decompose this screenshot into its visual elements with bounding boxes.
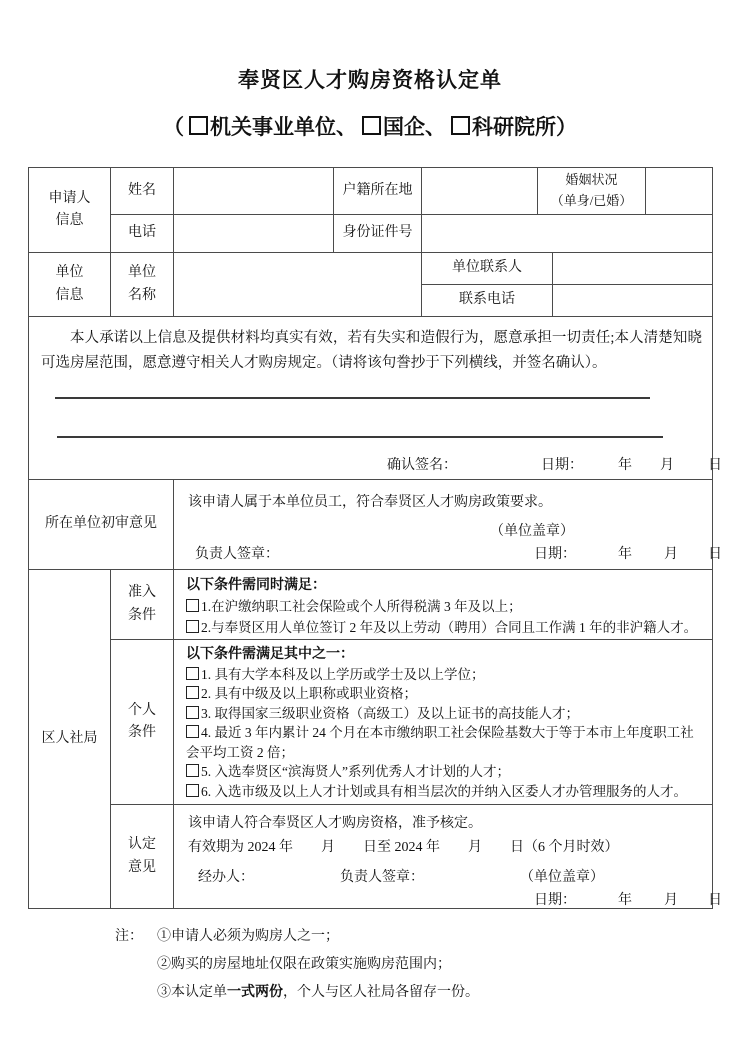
admission-conditions-label: 准入 条件 [111,570,174,640]
date-label: 日期： [534,547,576,562]
marital-status-label: 婚姻状况 （单身/已婚） [538,168,646,215]
year-label: 年 [618,547,632,562]
unit-contact-input-cell[interactable] [553,253,713,285]
applicant-info-section-label: 申请人 信息 [29,168,111,253]
personal-item: 4. 最近 3 年内累计 24 个月在本市缴纳职工社会保险基数大于等于本市上年度职工社会平均工资 2 倍； [186,725,694,760]
year-label: 年 [618,893,632,908]
unit-seal-label: （单位盖章） [490,524,574,539]
checkbox-icon[interactable] [186,686,199,699]
org-type-checkbox-state-enterprise-icon[interactable] [362,116,381,135]
year-label: 年 [618,458,632,473]
org-type-option: 机关事业单位 [210,115,336,139]
checkbox-icon[interactable] [186,784,199,797]
checkbox-icon[interactable] [186,764,199,777]
subtitle-separator: 、 [336,115,357,139]
unit-review-statement: 该申请人属于本单位员工，符合奉贤区人才购房政策要求。 [188,495,552,510]
month-label: 月 [660,458,674,473]
determination-content [174,805,722,909]
determination-label: 认定 意见 [111,805,174,909]
admission-item: 2.与奉贤区用人单位签订 2 年及以上劳动（聘用）合同且工作满 1 年的非沪籍人才。 [186,617,702,638]
unit-seal-label: （单位盖章） [520,870,604,885]
subtitle-open-paren: （ [163,115,184,139]
org-type-checkbox-research-icon[interactable] [451,116,470,135]
subtitle-close-paren: ） [556,115,577,139]
handwriting-line-2[interactable] [57,436,663,438]
month-label: 月 [664,547,678,562]
date-label: 日期： [534,893,576,908]
residence-label: 户籍所在地 [334,168,422,215]
unit-review-content [174,480,722,570]
org-type-option: 科研院所 [472,115,556,139]
commitment-section [29,317,722,480]
signer-label: 负责人签章： [340,870,424,885]
personal-item: 6. 入选市级及以上人才计划或具有相当层次的并纳入区委人才办管理服务的人才。 [186,782,702,802]
application-form [28,167,722,909]
unit-contact-label: 单位联系人 [422,253,553,285]
notes-prefix: 注： [115,929,143,944]
name-input-cell[interactable] [174,168,334,215]
phone-input-cell[interactable] [174,215,334,253]
day-label: 日 [708,893,722,908]
subtitle-separator: 、 [425,115,446,139]
checkbox-icon[interactable] [186,706,199,719]
determination-validity: 有效期为 2024 年 月 日至 2024 年 月 日（6 个月时效） [188,840,619,855]
unit-name-label: 单位 名称 [111,253,174,317]
day-label: 日 [708,547,722,562]
name-label: 姓名 [111,168,174,215]
determination-statement: 该申请人符合奉贤区人才购房资格，准予核定。 [188,816,482,831]
day-label: 日 [708,458,722,473]
id-number-input-cell[interactable] [422,215,713,253]
personal-item: 5. 入选奉贤区“滨海贤人”系列优秀人才计划的人才； [186,762,702,782]
admission-header: 以下条件需同时满足： [186,578,326,593]
date-label: 日期： [541,458,583,473]
handwriting-line-1[interactable] [55,397,650,399]
checkbox-icon[interactable] [186,725,199,738]
unit-review-label: 所在单位初审意见 [29,480,174,570]
personal-conditions-label: 个人 条件 [111,640,174,805]
residence-input-cell[interactable] [422,168,538,215]
commitment-text: 本人承诺以上信息及提供材料均真实有效，若有失实和造假行为，愿意承担一切责任;本人清楚知晓可选房屋范围，愿意遵守相关人才购房规定。（请将该句誊抄于下列横线，并签名确认）。 [41,330,702,371]
phone-label: 电话 [111,215,174,253]
note-item: 注： ①申请人必须为购房人之一； [115,923,740,951]
admission-conditions-content [174,570,713,640]
note-item: ③本认定单一式两份，个人与区人社局各留存一份。 [157,985,479,1000]
admission-item: 1.在沪缴纳职工社会保险或个人所得税满 3 年及以上； [186,596,702,617]
personal-item: 3. 取得国家三级职业资格（高级工）及以上证书的高技能人才； [186,704,702,724]
confirm-signature-label: 确认签名： [387,458,457,473]
checkbox-icon[interactable] [186,620,199,633]
contact-phone-input-cell[interactable] [553,285,713,317]
org-type-option: 国企 [383,115,425,139]
marital-status-input-cell[interactable] [646,168,713,215]
form-subtitle [0,111,740,141]
checkbox-icon[interactable] [186,667,199,680]
personal-item: 1. 具有大学本科及以上学历或学士及以上学位； [186,665,702,685]
personal-item: 2. 具有中级及以上职称或职业资格； [186,684,702,704]
contact-phone-label: 联系电话 [422,285,553,317]
hr-bureau-label: 区人社局 [29,570,111,909]
id-number-label: 身份证件号 [334,215,422,253]
personal-header: 以下条件需满足其中之一： [186,647,354,662]
checkbox-icon[interactable] [186,599,199,612]
month-label: 月 [664,893,678,908]
form-title: 奉贤区人才购房资格认定单 [238,68,502,92]
unit-review-signer-label: 负责人签章： [195,547,279,562]
personal-conditions-content [174,640,713,805]
unit-info-section-label: 单位 信息 [29,253,111,317]
notes-section [115,923,740,1007]
note-item: ②购买的房屋地址仅限在政策实施购房范围内； [157,957,451,972]
org-type-checkbox-government-icon[interactable] [189,116,208,135]
unit-name-input-cell[interactable] [174,253,422,317]
handler-label: 经办人： [198,870,254,885]
